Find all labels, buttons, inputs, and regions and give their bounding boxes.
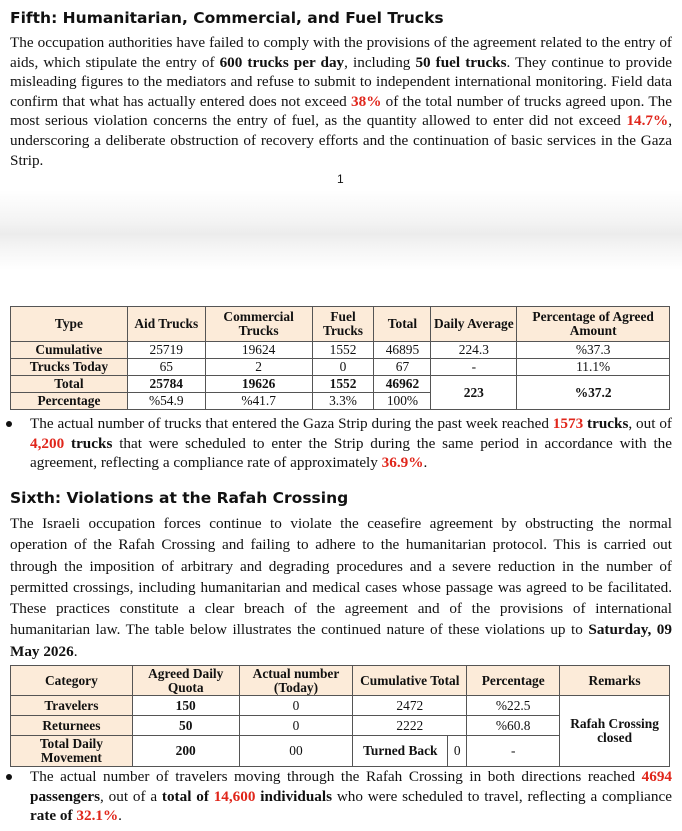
- emphasis-text: trucks: [64, 434, 113, 452]
- highlight-figure: 38%: [351, 92, 382, 110]
- row-label: Percentage: [11, 393, 128, 410]
- bullet-dot: [6, 414, 16, 427]
- table-cell: 11.1%: [517, 359, 670, 376]
- table-cell: %54.9: [127, 393, 205, 410]
- emphasis-date: Saturday, 09 May 2026: [10, 621, 672, 660]
- text-run: , including: [344, 53, 416, 71]
- remarks-cell: Rafah Crossing closed: [560, 696, 670, 767]
- section-heading-sixth: Sixth: Violations at the Rafah Crossing: [10, 489, 349, 507]
- col-header-aid: Aid Trucks: [127, 307, 205, 342]
- table-cell: 0: [239, 716, 353, 736]
- table-cell: %37.2: [517, 376, 670, 410]
- table-row: [11, 376, 670, 393]
- highlight-figure: 36.9%: [381, 454, 424, 472]
- table-cell: 223: [431, 376, 517, 410]
- page-number: 1: [337, 172, 344, 186]
- table-cell: 0: [448, 736, 467, 767]
- table-cell: 200: [132, 736, 239, 767]
- text-run: , underscoring a deliberate obstruction of recovery efforts and the continuation of basic services in the Gaza Strip.: [10, 112, 672, 169]
- table-cell: 100%: [374, 393, 431, 410]
- text-run: The occupation authorities have failed to comply with the provisions of the agreement related to the entry of aids, which stipulate the entry of: [10, 34, 672, 71]
- rafah-crossing-table: [10, 665, 670, 767]
- table-row: [11, 696, 670, 716]
- text-run: .: [118, 807, 122, 825]
- section-heading-fifth: Fifth: Humanitarian, Commercial, and Fuel Trucks: [10, 9, 444, 27]
- table-cell: 19626: [205, 376, 312, 393]
- table-cell: %60.8: [467, 716, 560, 736]
- table-cell: 50: [132, 716, 239, 736]
- table-cell: 67: [374, 359, 431, 376]
- col-header-daily-average: Daily Average: [431, 307, 517, 342]
- table-cell: 25784: [127, 376, 205, 393]
- table-cell: 19624: [205, 342, 312, 359]
- table-row: [11, 359, 670, 376]
- trucks-table: [10, 306, 670, 410]
- highlight-figure: 32.1%: [76, 807, 119, 825]
- col-header-cumulative-total: Cumulative Total: [353, 666, 467, 696]
- highlight-figure: 1573: [552, 415, 584, 432]
- table-header-row: [11, 307, 670, 342]
- highlight-figure: 14,600: [213, 787, 256, 805]
- text-run: .: [423, 454, 428, 472]
- text-run: of the total number of trucks agreed upon. The most serious violation concerns the entry of fuel, as the quantity allowed to enter did not exceed: [10, 92, 672, 130]
- text-run: who were scheduled to travel, reflecting a compliance: [332, 787, 672, 805]
- text-run: , out of a: [100, 787, 162, 805]
- table-row: [11, 342, 670, 359]
- page-break-divider: [0, 190, 682, 270]
- emphasis-text: individuals: [255, 787, 333, 805]
- emphasis-text: passengers: [30, 787, 101, 805]
- row-label: Total Daily Movement: [11, 736, 133, 767]
- section-sixth-paragraph: [10, 513, 672, 662]
- highlight-figure: 4694: [641, 768, 672, 785]
- table-cell: 3.3%: [312, 393, 374, 410]
- table-cell: 25719: [127, 342, 205, 359]
- trucks-summary-bullet: [30, 414, 672, 473]
- col-header-commercial: Commercial Trucks: [205, 307, 312, 342]
- col-header-agreed-quota: Agreed Daily Quota: [132, 666, 239, 696]
- row-label: Travelers: [11, 696, 133, 716]
- table-cell: 1552: [312, 376, 374, 393]
- row-label: Trucks Today: [11, 359, 128, 376]
- table-cell: 0: [239, 696, 353, 716]
- table-cell: 46962: [374, 376, 431, 393]
- col-header-total: Total: [374, 307, 431, 342]
- highlight-figure: 4,200: [30, 434, 65, 452]
- highlight-figure: 14.7%: [626, 112, 669, 130]
- col-header-percentage: Percentage: [467, 666, 560, 696]
- table-cell: %22.5: [467, 696, 560, 716]
- row-label: Returnees: [11, 716, 133, 736]
- col-header-remarks: Remarks: [560, 666, 670, 696]
- emphasis-text: total of: [161, 787, 214, 805]
- col-header-actual-number: Actual number (Today): [239, 666, 353, 696]
- table-cell: -: [431, 359, 517, 376]
- text-run: The Israeli occupation forces continue to violate the ceasefire agreement by obstructing the normal operation of the Rafah Crossing and failing to adhere to the humanitarian protocol. This is carried out through the imposition of arbitrary and degrading procedures and a severe reduction in the number of permitted crossings, including humanitarian and medical cases whose passage was agreed to be facilitated. These practices constitute a clear breach of the agreement and of the provisions of international humanitarian law. The table below illustrates the continued nature of these violations up to: [10, 515, 672, 639]
- col-header-category: Category: [11, 666, 133, 696]
- table-cell: 2222: [353, 716, 467, 736]
- table-cell: 65: [127, 359, 205, 376]
- table-cell: 2472: [353, 696, 467, 716]
- text-run: .: [73, 642, 78, 660]
- rafah-summary-bullet: [30, 767, 672, 826]
- table-cell: %41.7: [205, 393, 312, 410]
- table-cell: 150: [132, 696, 239, 716]
- col-header-fuel: Fuel Trucks: [312, 307, 374, 342]
- col-header-type: Type: [11, 307, 128, 342]
- emphasis-text: rate of: [30, 807, 77, 825]
- emphasis-text: 50 fuel trucks: [415, 53, 507, 71]
- text-run: The actual number of travelers moving through the Rafah Crossing in both directions reached: [30, 768, 642, 785]
- table-cell: 00: [239, 736, 353, 767]
- bullet-dot: [6, 767, 16, 780]
- table-cell: 1552: [312, 342, 374, 359]
- row-label: Total: [11, 376, 128, 393]
- table-cell: 2: [205, 359, 312, 376]
- table-cell: 0: [312, 359, 374, 376]
- text-run: . They continue to provide misleading figures to the mediators and refuse to submit to independent international monitoring. Field data confirm that what has actually entered does not exceed: [10, 53, 672, 110]
- table-cell: 224.3: [431, 342, 517, 359]
- emphasis-text: 600 trucks per day: [219, 53, 345, 71]
- section-fifth-paragraph: [10, 33, 672, 170]
- emphasis-text: trucks: [583, 415, 629, 432]
- table-cell: %37.3: [517, 342, 670, 359]
- row-label: Cumulative: [11, 342, 128, 359]
- text-run: , out of: [628, 415, 672, 432]
- col-header-percentage: Percentage of Agreed Amount: [517, 307, 670, 342]
- text-run: that were scheduled to enter the Strip during the same period in accordance with the agreement, reflecting a compliance rate of approximately: [30, 434, 672, 472]
- table-header-row: [11, 666, 670, 696]
- table-cell: 46895: [374, 342, 431, 359]
- table-cell: Turned Back: [353, 736, 448, 767]
- table-cell: -: [467, 736, 560, 767]
- text-run: The actual number of trucks that entered the Gaza Strip during the past week reached: [30, 415, 553, 432]
